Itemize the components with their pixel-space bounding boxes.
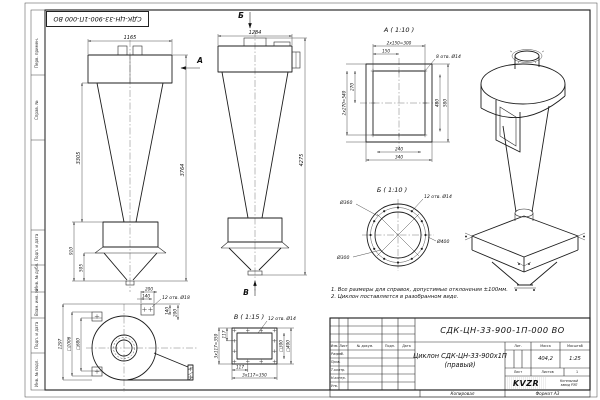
view-a: [342, 26, 462, 162]
company-logo: KVZR: [506, 377, 546, 389]
section-b-label: Б: [238, 11, 244, 20]
listov-label: Листов: [541, 370, 554, 374]
bin-cone: [104, 253, 157, 280]
dim-910: 910: [68, 247, 74, 255]
dim-580: 580: [442, 99, 448, 107]
dim-d360: Ø360: [340, 201, 353, 206]
flare: [95, 247, 166, 253]
top-scroll-view: [58, 287, 199, 393]
margin-label-vzam: Взам. инв. №: [34, 288, 39, 316]
inlet-stub: [118, 46, 127, 55]
dim-270: 270: [349, 83, 355, 91]
dim-1284: 1284: [248, 30, 262, 36]
front-view: [69, 35, 204, 292]
scale-value: 1:25: [569, 356, 581, 362]
col-podp: Подп.: [385, 344, 395, 348]
view-v: [214, 313, 296, 380]
drum-body: [481, 84, 565, 118]
company-name: [548, 377, 590, 389]
section-v-label: В: [243, 288, 249, 297]
section-a-label: А: [197, 56, 203, 65]
col-docum: № докум.: [356, 344, 374, 348]
dim-140r: 140: [164, 307, 170, 315]
dim-3305: 3305: [76, 151, 82, 165]
kopiroval-label: Копировал: [450, 391, 475, 396]
outlet-pipe-top: [515, 51, 539, 61]
view-v-title: В ( 1:15 ): [233, 313, 265, 321]
dim-150: 150: [382, 48, 390, 54]
dim-340: 340: [395, 154, 403, 160]
dim-240: 240: [395, 146, 403, 152]
inlet-top: [274, 42, 290, 46]
dim-200r: 200: [172, 309, 178, 317]
col-list: Лист: [339, 344, 348, 348]
base-box: [472, 236, 578, 272]
dim-sq1006: □1006: [66, 336, 72, 352]
dim-d400: Ø400: [437, 240, 450, 245]
listov-value: 1: [575, 370, 579, 374]
company-line1: Котельный: [559, 379, 579, 383]
lit-header: Лит.: [514, 344, 522, 348]
dim-sq400: □400: [285, 340, 291, 352]
part-name: [413, 343, 507, 379]
note-1: 1. Все размеры для справок, допустимые отклонения ±100мм.: [331, 287, 508, 293]
margin-label-sprav: Справ. №: [34, 100, 39, 120]
dim-1165: 1165: [123, 35, 137, 41]
row-tkontr: Т.контр.: [331, 368, 346, 372]
dim-4275: 4275: [299, 153, 305, 167]
bin-box: [103, 222, 158, 247]
view-a-title: А ( 1:10 ): [383, 26, 415, 34]
notes: [331, 287, 508, 301]
dim-3x117-left: 3x117=350: [213, 333, 219, 359]
view-b: [336, 186, 452, 271]
dim-sq680: □680: [75, 338, 81, 350]
inlet-opening: [500, 107, 516, 146]
dim-d300: Ø300: [337, 256, 350, 261]
holes-note: 12 отв. Ø14: [268, 317, 296, 322]
holes-note: 12 отв. Ø18: [162, 296, 190, 301]
row-nkontr: Н.контр.: [331, 376, 346, 380]
inlet-stub: [133, 46, 142, 55]
massa-header: Масса: [540, 344, 551, 348]
part-name-line2: (правый): [444, 361, 476, 369]
stamp-text: СДК-ЦН-33-900-1П-000 ВО: [53, 15, 142, 23]
dim-505: 505: [78, 264, 84, 272]
company-line2: завод РЭП: [560, 383, 578, 387]
hopper: [492, 262, 557, 285]
dim-200: 200: [145, 286, 153, 292]
dim-sq300: □300: [278, 340, 284, 352]
view-b-title: Б ( 1:10 ): [376, 186, 408, 194]
row-utv: Утв.: [331, 384, 338, 388]
massa-value: 404,2: [538, 356, 553, 362]
row-razrab: Разраб.: [331, 352, 344, 356]
col-data: Дата: [402, 344, 411, 348]
part-name-line1: Циклон СДК-ЦН-33-900х1П: [413, 352, 507, 360]
holes-note: 12 отв. Ø14: [424, 195, 452, 200]
margin-label-perv: Перв. примен.: [34, 37, 39, 68]
dim-140: 140: [142, 293, 150, 299]
hole-marks: [233, 329, 277, 364]
dim-2x270: 2x270=540: [341, 90, 347, 116]
dim-2x150: 2x150=300: [386, 40, 412, 46]
corner-brackets: [465, 233, 585, 291]
designation: СДК-ЦН-33-900-1П-000 ВО: [440, 325, 565, 335]
cone: [503, 106, 549, 212]
margin-label-podp2: Подп. и дата: [34, 321, 39, 349]
format-label: Формат А3: [535, 391, 560, 396]
list-label: Лист: [513, 370, 523, 374]
base-top: [472, 216, 578, 257]
margin-label-podl: Инв. № подл.: [34, 359, 39, 387]
dim-480: 480: [434, 99, 440, 107]
drum-top: [481, 64, 565, 104]
dim-1297: 1297: [57, 338, 63, 350]
flange-inner: [237, 333, 272, 359]
col-izm: Изм.: [330, 344, 339, 348]
inlet-duct: [496, 100, 520, 152]
holes-note: 8 отв. Ø14: [436, 55, 461, 60]
dim-3x117-bottom: 3x117=350: [242, 372, 267, 378]
margin-label-podp1: Подп. и дата: [34, 233, 39, 261]
row-prov: Пров.: [331, 360, 341, 364]
margin-label-dubl: Инв. № дубл.: [34, 262, 39, 290]
masshtab-header: Масштаб: [567, 344, 583, 348]
dim-117: 117: [221, 330, 227, 339]
dim-117b: 117: [236, 364, 244, 370]
dim-3764: 3764: [180, 163, 186, 177]
top-stamp: [46, 11, 149, 27]
side-view: [218, 11, 307, 297]
note-2: 2. Циклон поставляется в разобранном виде.: [331, 294, 459, 300]
isometric-view: [465, 50, 585, 291]
